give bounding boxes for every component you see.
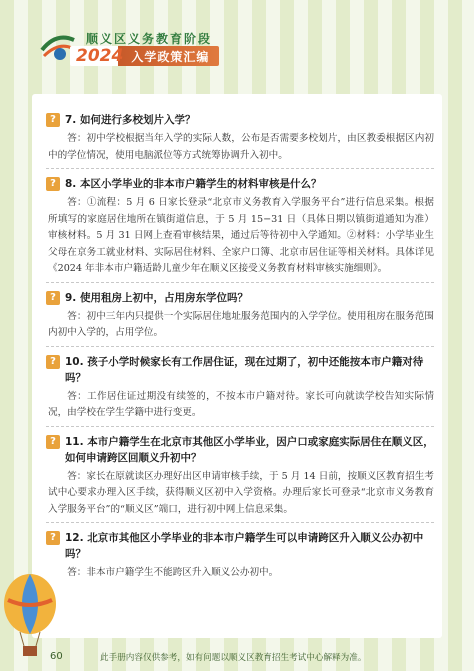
- question-text: 8. 本区小学毕业的非本市户籍学生的材料审核是什么？: [65, 178, 322, 190]
- question-text: 12. 北京市其他区小学毕业的非本市户籍学生可以申请跨区升入顺义公办初中吗？: [65, 532, 424, 560]
- divider: [46, 346, 434, 347]
- qa-item: [46, 112, 434, 169]
- hot-air-balloon-icon: [0, 570, 64, 660]
- answer-text: 答：非本市户籍学生不能跨区升入顺义公办初中。: [67, 567, 279, 578]
- page-number: 60: [50, 651, 63, 662]
- question-mark-badge-icon: ?: [46, 291, 60, 305]
- qa-item: [46, 434, 434, 524]
- question-text: 9. 使用租房上初中，占用房东学位吗？: [65, 291, 248, 304]
- question-row: [46, 112, 434, 128]
- brand-title-top: 顺义区义务教育阶段: [86, 32, 213, 46]
- qa-item: [46, 530, 434, 582]
- question-text: 11. 本市户籍学生在北京市其他区小学毕业，因户口或家庭实际居住在顺义区，如何申请跨区回顺义升初中？: [65, 435, 434, 464]
- answer-text: 答：工作居住证过期没有续签的，不按本市户籍对待。家长可向就读学校告知实际情况，由学校在学生学籍中进行变更。: [48, 390, 434, 418]
- question-mark-badge-icon: ?: [46, 177, 60, 191]
- brand-year: 2024: [76, 46, 124, 66]
- qa-list: [46, 112, 434, 589]
- question-text: 7. 如何进行多校划片入学？: [65, 114, 196, 126]
- question-row: [46, 530, 434, 562]
- answer-text: 答：家长在原就读区办理好出区申请审核手续，于 5 月 14 日前，按顺义区教育招生考试中心要求办理入区手续，获得顺义区初中入学资格。办理后家长可登录“北京市义务教育入学服务平台”的“顺义区”端口，进行初中网上信息采集。: [48, 470, 434, 515]
- page-header: [0, 0, 474, 78]
- divider: [46, 168, 434, 169]
- question-row: [46, 290, 434, 306]
- answer-text: 答：初中三年内只提供一个实际居住地址服务范围内的入学学位。使用租房在服务范围内初中入学的，占用学位。: [48, 310, 434, 338]
- question-mark-badge-icon: ?: [46, 113, 60, 127]
- question-row: [46, 434, 434, 466]
- divider: [46, 522, 434, 523]
- question-row: [46, 176, 434, 192]
- divider: [46, 426, 434, 427]
- question-text: 10. 孩子小学时候家长有工作居住证，现在过期了，初中还能按本市户籍对待吗？: [65, 355, 424, 384]
- question-row: [46, 354, 434, 386]
- qa-item: [46, 290, 434, 347]
- qa-item: [46, 176, 434, 283]
- brand-title-banner: [70, 46, 219, 66]
- divider: [46, 282, 434, 283]
- question-mark-badge-icon: ?: [46, 531, 60, 545]
- question-mark-badge-icon: ?: [46, 355, 60, 369]
- question-mark-badge-icon: ?: [46, 435, 60, 449]
- answer-text: 答：①流程：5 月 6 日家长登录“北京市义务教育入学服务平台”进行信息采集。根据所填写的家庭居住地所在镇街道信息，于 5 月 15−31 日（具体日期以镇街道通知为准）审核材料。5 月 31 日网上查看审核结果，通过后等待初中入学通知。②材料：小学毕业生父母在京务工就业材料、实际居住材料、全家户口簿、北京市居住证等相关材料。具体详见《2024 年非本市户籍适龄儿童少年在顺义区接受义务教育材料审核实施细则》。: [48, 197, 434, 274]
- footer-note: 此手册内容仅供参考，如有问题以顺义区教育招生考试中心解释为准。: [100, 653, 367, 663]
- content-paper: [32, 94, 442, 638]
- qa-item: [46, 354, 434, 427]
- answer-text: 答：初中学校根据当年入学的实际人数，公布是否需要多校划片，由区教委根据区内初中的学位情况，使用电脑派位等方式统筹协调升入初中。: [48, 133, 434, 161]
- brand-subtitle: 入学政策汇编: [131, 50, 210, 64]
